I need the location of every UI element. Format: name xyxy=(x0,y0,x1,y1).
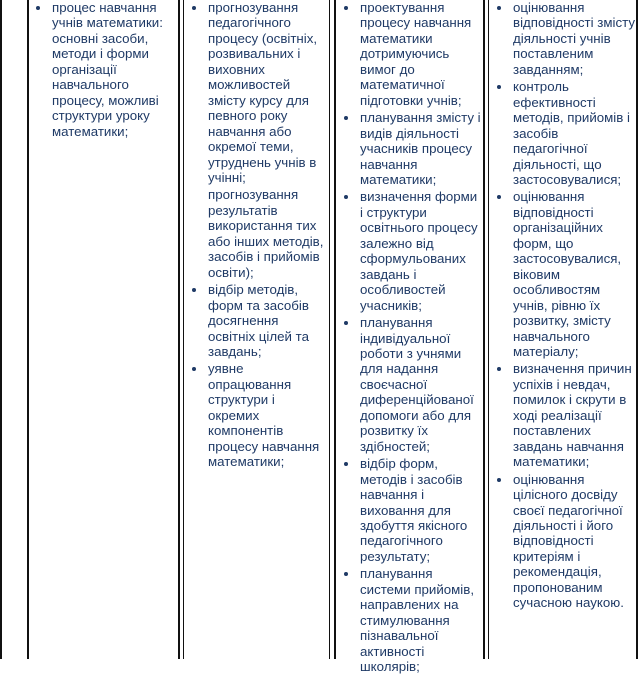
table-border-left xyxy=(0,0,2,659)
list-item: процес навчання учнів математики: основні засоби, методи і форми організації навчального процесу, можливі структури уроку математики; xyxy=(30,0,178,139)
list-item: відбір форм, методів і засобів навчання і виховання для здобуття якісного педагогічного результату; xyxy=(338,456,483,564)
list-item: проектування процесу навчання математики дотримуючись вимог до математичної підготовки учнів; xyxy=(338,0,483,108)
table-border xyxy=(329,0,330,659)
list-item: уявне опрацювання структури і окремих компонентів процесу навчання математики; xyxy=(186,361,328,469)
list-item: відбір методів, форм та засобів досягнення освітніх цілей та завдань; xyxy=(186,282,328,359)
table-column-3 xyxy=(338,0,483,676)
list-item: визначення причин успіхів і невдач, помилок і скрути в ході реалізації поставлених завдань навчання математики; xyxy=(491,361,635,469)
table-border xyxy=(488,0,489,659)
table-border xyxy=(183,0,184,659)
list-item: планування індивідуальної роботи з учнями для надання своєчасної диференційованої допомоги або для розвитку їх здібностей; xyxy=(338,315,483,454)
bullet-list xyxy=(491,0,635,611)
table-column-4 xyxy=(491,0,635,613)
table-border xyxy=(483,0,485,659)
table-column-2 xyxy=(186,0,328,472)
table-border xyxy=(178,0,180,659)
table-column-1 xyxy=(30,0,178,141)
list-item: оцінювання цілісного досвіду своєї педагогічної діяльності і його відповідності критеріям і рекомендація, пропонованим сучасною наукою. xyxy=(491,472,635,611)
list-item-continuation: прогнозування результатів використання тих або інших методів, засобів і прийомів освіти); xyxy=(208,187,324,280)
list-item: оцінювання відповідності змісту діяльності учнів поставленим завданням; xyxy=(491,0,635,77)
table-border xyxy=(27,0,29,659)
list-item: планування змісту і видів діяльності учасників процесу навчання математики; xyxy=(338,110,483,187)
table-border-right xyxy=(636,0,638,659)
list-item: контроль ефективності методів, прийомів і засобів педагогічної діяльності, що застосовувалися; xyxy=(491,79,635,187)
bullet-list xyxy=(186,0,328,470)
table-border xyxy=(334,0,336,659)
list-item: прогнозування педагогічного процесу (освітніх, розвивальних і виховних можливостей змісту курсу для певного року навчання або окремої теми, утруднень учнів в учінні; xyxy=(186,0,328,185)
bullet-list xyxy=(30,0,178,139)
bullet-list xyxy=(338,0,483,674)
list-item: визначення форми і структури освітнього процесу залежно від сформульованих завдань і особливостей учасників; xyxy=(338,189,483,313)
list-item: оцінювання відповідності організаційних форм, що застосовувалися, віковим особливостям учнів, рівню їх розвитку, змісту навчального матеріалу; xyxy=(491,189,635,359)
list-item: планування системи прийомів, направлених на стимулювання пізнавальної активності школярів; xyxy=(338,566,483,674)
